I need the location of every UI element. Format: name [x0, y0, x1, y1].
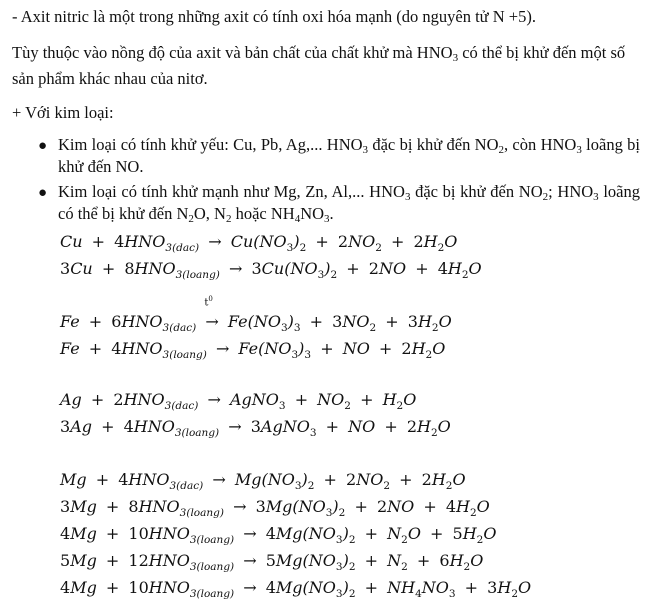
bullet-1-text-2: đặc bị khử đến NO	[368, 135, 499, 154]
equation-fe-dilute: $Fe + 4HNO_{3(loang)} \to Fe(NO_3)_3$ + NO + $2H_2O$	[60, 339, 446, 361]
equation-ag-dilute: $3Ag + 4HNO_{3(loang)}$ → 3AgNO$_3$ + NO + $2H_2O$	[60, 417, 451, 439]
equation-ag-concentrated: $Ag + 2HNO_{3(dac)}$ → AgNO$_3$ + $NO_2 + H_2O$	[60, 390, 417, 412]
bullet-1-text-4: loãng bị khử đến NO.	[58, 135, 640, 176]
bullet-list	[12, 134, 640, 225]
bullet-item-strong-metals	[12, 181, 640, 225]
intro-line-2	[12, 40, 640, 92]
bullet-2-sub-7: 3	[324, 213, 330, 225]
spacer	[60, 362, 640, 386]
equation-cu-dilute: $3Cu + 8HNO_{3(loang)} \to 3Cu(NO_3)_2 + 2NO + 4H_2O$	[60, 259, 482, 281]
bullet-2-sub-6: 4	[294, 213, 301, 225]
bullet-2-text-3: ; HNO	[548, 182, 594, 201]
equation-mg-dilute-n2: $5Mg + 12HNO_{3(loang)} \to 5Mg(NO_3)_2 + N_2 + 6H_2O$	[60, 551, 484, 573]
intro-line-2-a: Tùy thuộc vào nồng độ của axit và bản chất của chất khử mà HNO	[12, 43, 453, 62]
bullet-2-sub-5: 2	[225, 213, 232, 225]
equation-cu-concentrated: $Cu + 4HNO_{3(dac)} \to Cu(NO_3)_2 + 2NO_2 + 2H_2O$	[60, 232, 458, 254]
document-body	[12, 4, 640, 601]
equation-mg-dilute-n2o: $4Mg + 10HNO_{3(loang)} \to 4Mg(NO_3)_2 + N_2O + 5H_2O$	[60, 524, 497, 546]
bullet-2-sub-3: 3	[593, 191, 599, 203]
equations-block	[60, 228, 640, 601]
bullet-dot-icon: ●	[38, 138, 48, 154]
bullet-1-sub-3: 3	[576, 144, 582, 156]
bullet-1-sub-2: 2	[498, 144, 504, 156]
bullet-2-sub-2: 2	[542, 191, 549, 203]
spacer	[60, 440, 640, 466]
intro-line-2-sub: 3	[452, 52, 459, 64]
spacer	[60, 282, 640, 308]
bullet-2-text-1: Kim loại có tính khử mạnh như Mg, Zn, Al,... HNO	[58, 182, 405, 201]
bullet-2-text-6: hoặc NH	[231, 204, 295, 223]
bullet-1-text-3: , còn HNO	[503, 135, 577, 154]
bullet-2-text-8: .	[329, 204, 334, 223]
bullet-1-text-1: Kim loại có tính khử yếu: Cu, Pb, Ag,... HNO	[58, 135, 363, 154]
bullet-2-text-5: O, N	[193, 204, 226, 223]
intro-line-2-c: có thể bị khử đến một số sản phẩm khác nhau của nitơ.	[12, 43, 626, 88]
bullet-dot-icon: ●	[38, 185, 48, 201]
bullet-2-text-4: loãng có thể bị khử đến N	[58, 182, 640, 223]
bullet-2-sub-1: 3	[404, 191, 411, 203]
bullet-item-weak-metals	[12, 134, 640, 178]
equation-fe-concentrated: $Fe + 6HNO_{3(dac)}$ $t^0$ → $Fe(NO_3)_3 + 3NO_2 + 3H_2O$	[60, 295, 452, 334]
bullet-2-text-7: NO	[300, 204, 325, 223]
equation-mg-concentrated: $Mg + 4HNO_{3(dac)} \to Mg(NO_3)_2 + 2NO_2 + 2H_2O$	[60, 470, 466, 492]
bullet-2-sub-4: 2	[188, 213, 194, 225]
equation-mg-dilute-no: $3Mg + 8HNO_{3(loang)} \to 3Mg(NO_3)_2 + 2NO + 4H_2O$	[60, 497, 490, 519]
intro-line-1: - Axit nitric là một trong những axit có tính oxi hóa mạnh (do nguyên tử N +5).	[12, 7, 536, 26]
intro-line-3: + Với kim loại:	[12, 103, 114, 122]
equation-mg-dilute-nh4no3: $4Mg + 10HNO_{3(loang)} \to 4Mg(NO_3)_2 + NH_4NO_3 + 3H_2O$	[60, 578, 532, 600]
bullet-2-text-2: đặc bị khử đến NO	[410, 182, 543, 201]
bullet-1-sub-1: 3	[362, 144, 369, 156]
